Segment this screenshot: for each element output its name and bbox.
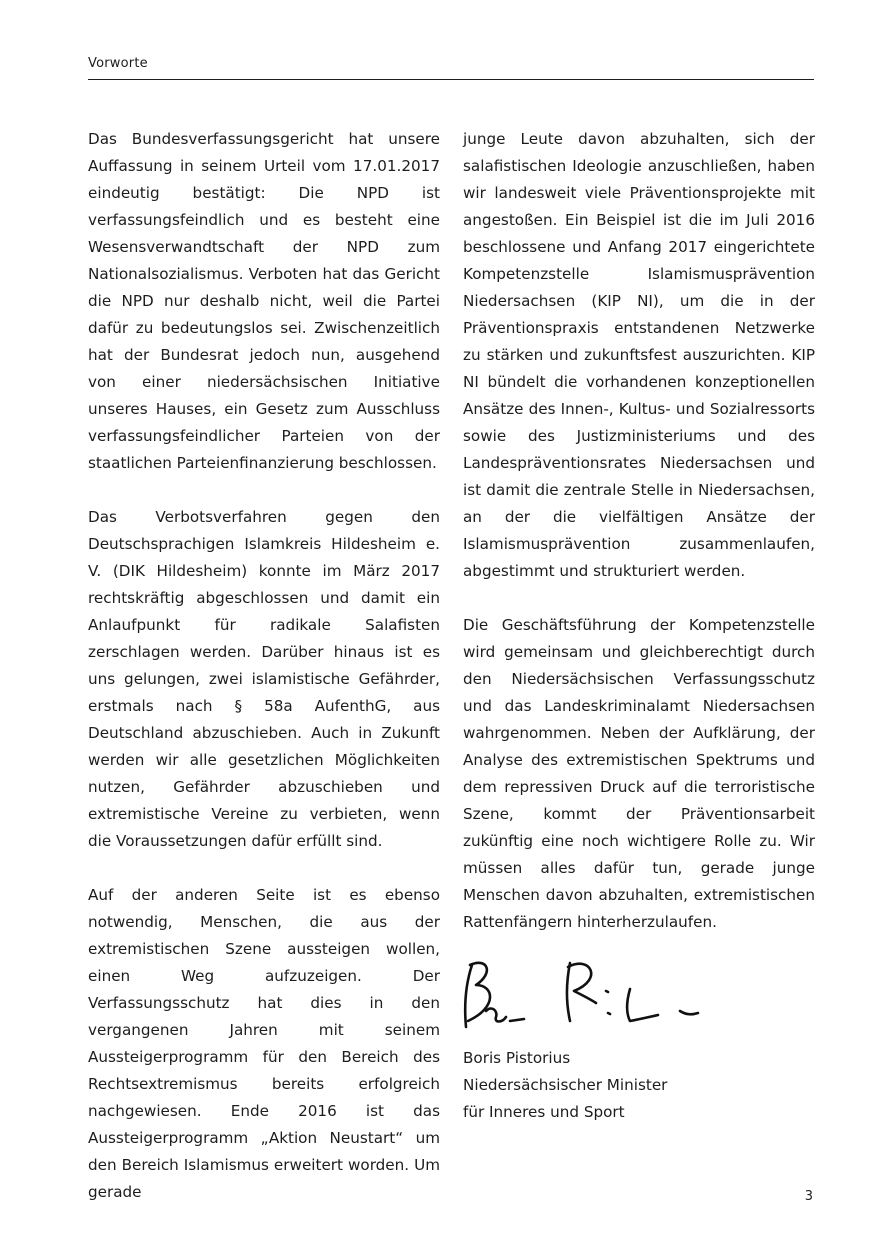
signatory-title-line-2: für Inneres und Sport [463, 1103, 625, 1121]
page-number: 3 [804, 1189, 813, 1204]
signatory-name: Boris Pistorius [463, 1049, 571, 1067]
signatory-block [463, 1045, 667, 1126]
paragraph-exit-programme: Auf der anderen Seite ist es ebenso notwendig, Menschen, die aus der extremistischen Szene aussteigen wollen, einen Weg aufzuzeigen. Der Verfassungsschutz hat dies in den vergangenen Jahren mit seinem Aussteigerprogramm für den Bereich des Rechtsextremismus bereits erfolgreich nachgewiesen. Ende 2016 ist das Aussteigerprogramm „Aktion Neustart“ um den Bereich Islamismus erweitert worden. Um gerade [88, 886, 440, 1201]
paragraph-npd-ruling: Das Bundesverfassungsgericht hat unsere Auffassung in seinem Urteil vom 17.01.2017 eindeutig bestätigt: Die NPD ist verfassungsfeindlich und es besteht eine Wesensverwandtschaft der NPD zum Nationalsozialismus. Verboten hat das Gericht die NPD nur deshalb nicht, weil die Partei dafür zu bedeutungslos sei. Zwischenzeitlich hat der Bundesrat jedoch nun, ausgehend von einer niedersächsischen Initiative unseres Hauses, ein Gesetz zum Ausschluss verfassungsfeindlicher Parteien von der staatlichen Parteienfinanzierung beschlossen. [88, 130, 440, 472]
right-text-column [463, 126, 815, 936]
running-header: Vorworte [88, 56, 148, 71]
handwritten-signature [458, 955, 708, 1035]
left-text-column [88, 126, 440, 1206]
paragraph-management: Die Geschäftsführung der Kompetenzstelle wird gemeinsam und gleichberechtigt durch den Niedersächsischen Verfassungsschutz und das Landeskriminalamt Niedersachsen wahrgenommen. Neben der Aufklärung, der Analyse des extremistischen Spektrums und dem repressiven Druck auf die terroristische Szene, kommt der Präventionsarbeit zukünftig eine noch wichtigere Rolle zu. Wir müssen alles dafür tun, gerade junge Menschen davon abzuhalten, extremistischen Rattenfängern hinterherzulaufen. [463, 616, 815, 931]
header-divider [88, 79, 814, 80]
signatory-title-line-1: Niedersächsischer Minister [463, 1076, 668, 1094]
paragraph-dik-ban: Das Verbotsverfahren gegen den Deutschsprachigen Islamkreis Hildesheim e. V. (DIK Hildesheim) konnte im März 2017 rechtskräftig abgeschlossen und damit ein Anlaufpunkt für radikale Salafisten zerschlagen werden. Darüber hinaus ist es uns gelungen, zwei islamistische Gefährder, erstmals nach § 58a AufenthG, aus Deutschland abzuschieben. Auch in Zukunft werden wir alle gesetzlichen Möglichkeiten nutzen, Gefährder abzuschieben und extremistische Vereine zu verbieten, wenn die Voraussetzungen dafür erfüllt sind. [88, 508, 440, 850]
paragraph-prevention-kip: junge Leute davon abzuhalten, sich der salafistischen Ideologie anzuschließen, haben wir landesweit viele Präventionsprojekte mit angestoßen. Ein Beispiel ist die im Juli 2016 beschlossene und Anfang 2017 eingerichtete Kompetenzstelle Islamismusprävention Niedersachsen (KIP NI), um die in der Präventionspraxis entstandenen Netzwerke zu stärken und zukunftsfest auszurichten. KIP NI bündelt die vorhandenen konzeptionellen Ansätze des Innen-, Kultus- und Sozialressorts sowie des Justizministeriums und des Landespräventionsrates Niedersachsen und ist damit die zentrale Stelle in Niedersachsen, an der die vielfältigen Ansätze der Islamismusprävention zusammenlaufen, abgestimmt und strukturiert werden. [463, 130, 815, 580]
